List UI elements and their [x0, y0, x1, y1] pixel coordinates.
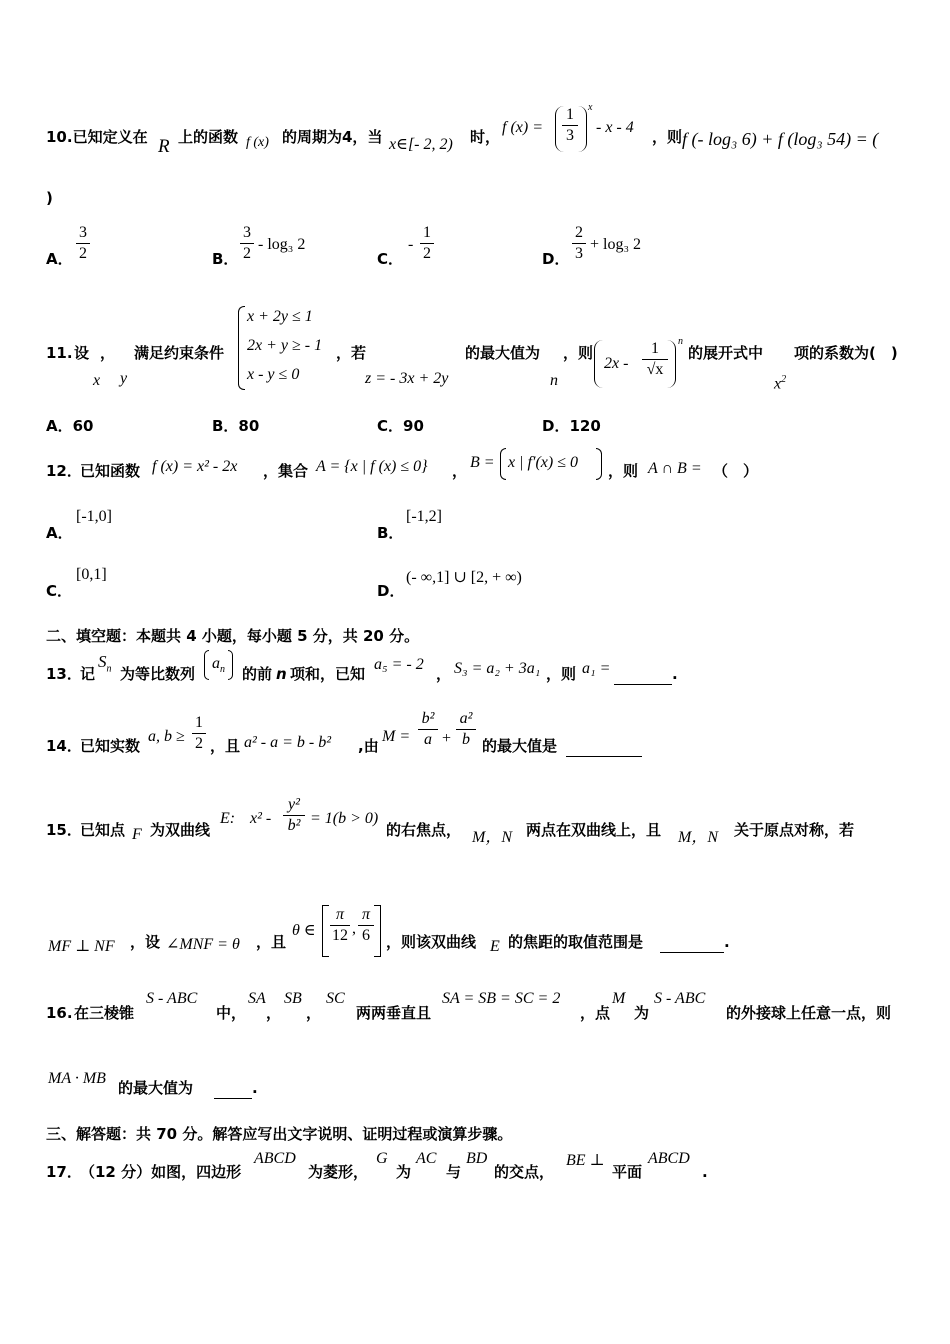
q11-comma: ，	[100, 344, 116, 362]
q17-BD: BD	[466, 1150, 488, 1167]
q14-text-4: 的最大值是	[482, 737, 558, 755]
q13-an-base: a	[212, 655, 220, 672]
q11-option-d[interactable]: D．120	[542, 417, 601, 435]
q11-bin-num: 1	[651, 340, 659, 357]
q12-option-a-label: A．	[46, 524, 73, 542]
q12-text-3: ，	[452, 462, 468, 480]
q13-Sn	[98, 652, 112, 674]
q11-text-1: 设	[74, 344, 90, 362]
q15-MN: M，N	[472, 829, 513, 846]
q10-text-2: 上的函数	[178, 128, 239, 146]
q12-set-b-lhs: B =	[470, 454, 495, 471]
q10-d-den: 3	[575, 245, 583, 262]
q10-fx: f (x)	[246, 135, 269, 150]
q15-answer-line[interactable]	[660, 932, 730, 953]
q11-constraint-2: 2x + y ≥ - 1	[247, 337, 323, 354]
q13-Sn-sub: n	[106, 663, 112, 675]
q15-angle: ∠MNF = θ	[166, 936, 240, 953]
q16-text-5: 为	[634, 1004, 650, 1022]
q14-text-3: ,由	[358, 737, 379, 755]
q13-an-sub: n	[220, 664, 225, 676]
q10-option-c-label: C．	[377, 250, 404, 268]
q17-text-2: 为	[396, 1163, 412, 1181]
q10-option-a[interactable]	[76, 224, 90, 263]
q10-b-num: 3	[243, 224, 251, 241]
q10-option-c[interactable]	[420, 224, 434, 263]
q15-text-2: 为双曲线	[150, 821, 211, 839]
q14-answer-line[interactable]	[566, 736, 642, 757]
q12-number: 12．	[46, 462, 82, 480]
q13-Sn-base: S	[98, 652, 107, 671]
q14-text-1: 已知实数	[80, 737, 141, 755]
q15-x2: x² -	[250, 810, 272, 827]
q16-blank[interactable]	[214, 1078, 252, 1099]
q14-half-den: 2	[195, 735, 203, 752]
q17-text-5: 平面	[612, 1163, 643, 1181]
q15-y-den: b²	[287, 817, 301, 834]
q15-y-frac	[283, 796, 305, 835]
q11-bin-den: √x	[646, 361, 664, 378]
q17-number: 17．	[46, 1163, 82, 1181]
q15-text-4: 两点在双曲线上，且	[526, 821, 662, 839]
q16-text-4: ，点	[580, 1004, 611, 1022]
q10-option-d-label: D．	[542, 250, 570, 268]
q12-function: f (x) = x² - 2x	[152, 458, 238, 475]
q11-text-3: ，若	[336, 344, 367, 362]
q15-number: 15．	[46, 821, 82, 839]
q13-text-6: ，则	[546, 665, 577, 683]
q12-set-b-rbrace	[596, 448, 602, 480]
q14-f1-num: b²	[421, 710, 435, 727]
q11-objective: z = - 3x + 2y	[365, 370, 449, 387]
q10-text-4: 时，	[470, 128, 501, 146]
q15-rbracket	[374, 905, 381, 957]
q17-G: G	[376, 1150, 388, 1167]
q11-n: n	[550, 372, 558, 389]
q13-a5: a₅ = - 2	[374, 656, 424, 673]
q15-p1-den: 12	[332, 927, 348, 944]
q11-constraint-brace	[238, 306, 245, 390]
q13-answer-line[interactable]	[614, 664, 678, 685]
q17-points: （12 分）如图，四边形	[80, 1163, 242, 1181]
q11-x2	[774, 374, 786, 393]
q11-text-2: 满足约束条件	[134, 344, 225, 362]
q15-E: E:	[220, 810, 236, 827]
q14-text-2: ，且	[210, 737, 241, 755]
q14-half-num: 1	[195, 714, 203, 731]
q10-exponent: x	[588, 102, 593, 113]
q11-constraint-1: x + 2y ≤ 1	[247, 308, 313, 325]
q11-option-c[interactable]: C．90	[377, 417, 424, 435]
q12-option-b[interactable]: [-1,2]	[406, 508, 442, 525]
q10-c-sign: -	[408, 236, 414, 253]
q15-MN-2: M，N	[678, 829, 719, 846]
q14-condition: a² - a = b - b²	[244, 734, 332, 751]
q12-text-1: 已知函数	[80, 462, 141, 480]
q15-text-9: 的焦距的取值范围是	[508, 933, 644, 951]
q13-blank[interactable]	[614, 664, 672, 685]
q12-option-a[interactable]: [-1,0]	[76, 508, 112, 525]
q11-x2-base: x	[774, 375, 782, 393]
q17-ABCD-2: ABCD	[648, 1150, 690, 1167]
q10-def-lhs: f (x) =	[502, 119, 543, 136]
q15-E-2: E	[490, 938, 500, 955]
q16-text-2: 中，	[216, 1004, 247, 1022]
q13-s3: S₃ = a₂ + 3a₁	[454, 660, 541, 677]
q13-an-rbrace	[228, 650, 233, 680]
q13-text-1: 记	[80, 665, 96, 683]
q10-R: R	[158, 136, 170, 157]
q10-c-num: 1	[423, 224, 431, 241]
q11-number: 11.	[46, 344, 73, 362]
q16-equal-edges: SA = SB = SC = 2	[442, 990, 561, 1007]
q15-text-7: ，且	[256, 933, 287, 951]
q12-text-5: （ ）	[713, 462, 759, 480]
q16-text-6: 的外接球上任意一点，则	[726, 1004, 892, 1022]
q16-text-7: 的最大值为	[118, 1079, 194, 1097]
q16-SC: SC	[326, 990, 345, 1007]
q10-d-rest: + log₃ 2	[590, 236, 642, 253]
q11-text-4: 的最大值为	[465, 344, 541, 362]
q10-text-3: 的周期为4，当	[282, 128, 383, 146]
q10-fraction	[562, 106, 578, 145]
q13-n: n	[276, 665, 287, 683]
q10-option-a-label: A．	[46, 250, 73, 268]
section-3-heading: 三、解答题：共 70 分。解答应写出文字说明、证明过程或演算步骤。	[46, 1125, 513, 1143]
q10-a-den: 2	[79, 245, 87, 262]
q17-ABCD: ABCD	[254, 1150, 296, 1167]
q11-binomial-frac	[642, 340, 668, 379]
q11-text-6: 的展开式中	[688, 344, 764, 362]
q10-d-num: 2	[575, 224, 583, 241]
q15-F: F	[132, 826, 142, 843]
q13-text-5: ，	[436, 665, 452, 683]
q15-perp: MF ⊥ NF	[48, 938, 115, 955]
q16-number: 16.	[46, 1004, 73, 1022]
q12-set-a: A = {x | f (x) ≤ 0}	[316, 458, 428, 475]
q13-text-4: 项和，已知	[290, 665, 366, 683]
q11-y: y	[120, 370, 128, 387]
q13-an	[212, 655, 225, 675]
q15-pi-6	[358, 906, 374, 945]
q11-option-a[interactable]: A．60	[46, 417, 94, 435]
q16-comma-2: ，	[306, 1004, 322, 1022]
q10-domain: x∈[- 2, 2)	[389, 136, 453, 153]
q12-option-c[interactable]: [0,1]	[76, 566, 107, 583]
q15-lbracket	[322, 905, 329, 957]
q12-text-4: ，则	[608, 462, 639, 480]
section-2-heading: 二、填空题：本题共 4 小题，每小题 5 分，共 20 分。	[46, 627, 420, 645]
q13-end: .	[672, 665, 678, 683]
q10-text-1: 已知定义在	[72, 128, 148, 146]
q12-option-c-label: C．	[46, 582, 73, 600]
q15-end: .	[724, 933, 730, 951]
q16-answer-line[interactable]	[214, 1078, 258, 1099]
q14-plus: +	[442, 730, 452, 747]
q10-close-paren: )	[46, 189, 53, 207]
q12-set-b-lbrace	[500, 448, 506, 480]
q15-p2-num: π	[361, 906, 370, 923]
q11-text-5: ，则	[563, 344, 594, 362]
q15-p1-num: π	[335, 906, 344, 923]
q11-text-7: 项的系数为( )	[794, 344, 898, 362]
q10-option-b-label: B．	[212, 250, 239, 268]
q12-option-d[interactable]: (- ∞,1] ∪ [2, + ∞)	[406, 569, 522, 586]
q13-text-2: 为等比数列	[120, 665, 196, 683]
q11-option-b[interactable]: B．80	[212, 417, 260, 435]
q14-M: M =	[382, 728, 411, 745]
q14-ab: a, b ≥	[148, 728, 185, 745]
q15-text-5: 关于原点对称，若	[734, 821, 855, 839]
q12-option-b-label: B．	[377, 524, 404, 542]
q17-text-1: 为菱形，	[308, 1163, 369, 1181]
q16-pyramid-2: S - ABC	[654, 990, 706, 1007]
q15-text-1: 已知点	[80, 821, 126, 839]
q14-number: 14．	[46, 737, 82, 755]
q10-c-den: 2	[423, 245, 431, 262]
q17-end: .	[702, 1163, 708, 1181]
q12-option-d-label: D．	[377, 582, 405, 600]
q16-end: .	[252, 1079, 258, 1097]
q17-text-4: 的交点，	[494, 1163, 555, 1181]
q16-SA: SA	[248, 990, 266, 1007]
q17-text-3: 与	[446, 1163, 462, 1181]
q12-intersection: A ∩ B =	[648, 460, 702, 477]
q15-blank[interactable]	[660, 932, 724, 953]
q10-text-5: ，则	[652, 128, 683, 146]
q10-b-rest: - log₃ 2	[258, 236, 306, 253]
q11-constraint-3: x - y ≤ 0	[247, 366, 300, 383]
q10-frac-num: 1	[566, 106, 574, 123]
q11-binomial-a: 2x -	[604, 355, 629, 372]
q10-def-rhs: - x - 4	[596, 119, 634, 136]
q15-p2-den: 6	[362, 927, 370, 944]
q10-b-den: 2	[243, 245, 251, 262]
q10-option-d-frac[interactable]	[572, 224, 586, 263]
q15-text-3: 的右焦点，	[386, 821, 462, 839]
q17-BE-perp: BE ⊥	[566, 1152, 605, 1169]
q15-y-num: y²	[288, 796, 300, 813]
q16-SB: SB	[284, 990, 302, 1007]
q16-M: M	[612, 990, 626, 1007]
q16-text-3: 两两垂直且	[356, 1004, 432, 1022]
q14-frac-1	[418, 710, 438, 749]
q17-AC: AC	[416, 1150, 437, 1167]
q16-dot-product: MA · MB	[48, 1070, 106, 1087]
q15-text-6: ，设	[130, 933, 161, 951]
q11-x: x	[93, 372, 101, 389]
q15-rhs: = 1(b > 0)	[310, 810, 379, 827]
q15-pi-12	[330, 906, 350, 945]
q14-blank[interactable]	[566, 736, 642, 757]
q13-an-lbrace	[204, 650, 209, 680]
q15-sep: ,	[352, 920, 356, 937]
q10-line	[46, 127, 148, 147]
q11-binomial-exp: n	[678, 336, 683, 347]
q14-f2-num: a²	[459, 710, 473, 727]
q13-a1: a₁ =	[582, 660, 611, 677]
q10-option-b-frac[interactable]	[240, 224, 254, 263]
q12-set-b: x | f′(x) ≤ 0	[508, 454, 578, 471]
q16-pyramid: S - ABC	[146, 990, 198, 1007]
q12-text-2: ，集合	[263, 462, 309, 480]
q13-number: 13．	[46, 665, 82, 683]
q10-a-num: 3	[79, 224, 87, 241]
q14-half	[192, 714, 206, 753]
q15-theta: θ ∈	[292, 922, 316, 939]
q14-frac-2	[456, 710, 476, 749]
q10-expression: f (- log₃ 6) + f (log₃ 54) = (	[682, 129, 879, 149]
q15-text-8: ，则该双曲线	[386, 933, 477, 951]
q16-text-1: 在三棱锥	[74, 1004, 135, 1022]
q16-comma-1: ，	[266, 1004, 282, 1022]
q14-f1-den: a	[424, 731, 432, 748]
q13-text-3: 的前	[242, 665, 273, 683]
q11-x2-exp: 2	[781, 374, 787, 385]
q14-f2-den: b	[462, 731, 470, 748]
q10-frac-den: 3	[566, 127, 574, 144]
q10-number: 10.	[46, 128, 73, 146]
